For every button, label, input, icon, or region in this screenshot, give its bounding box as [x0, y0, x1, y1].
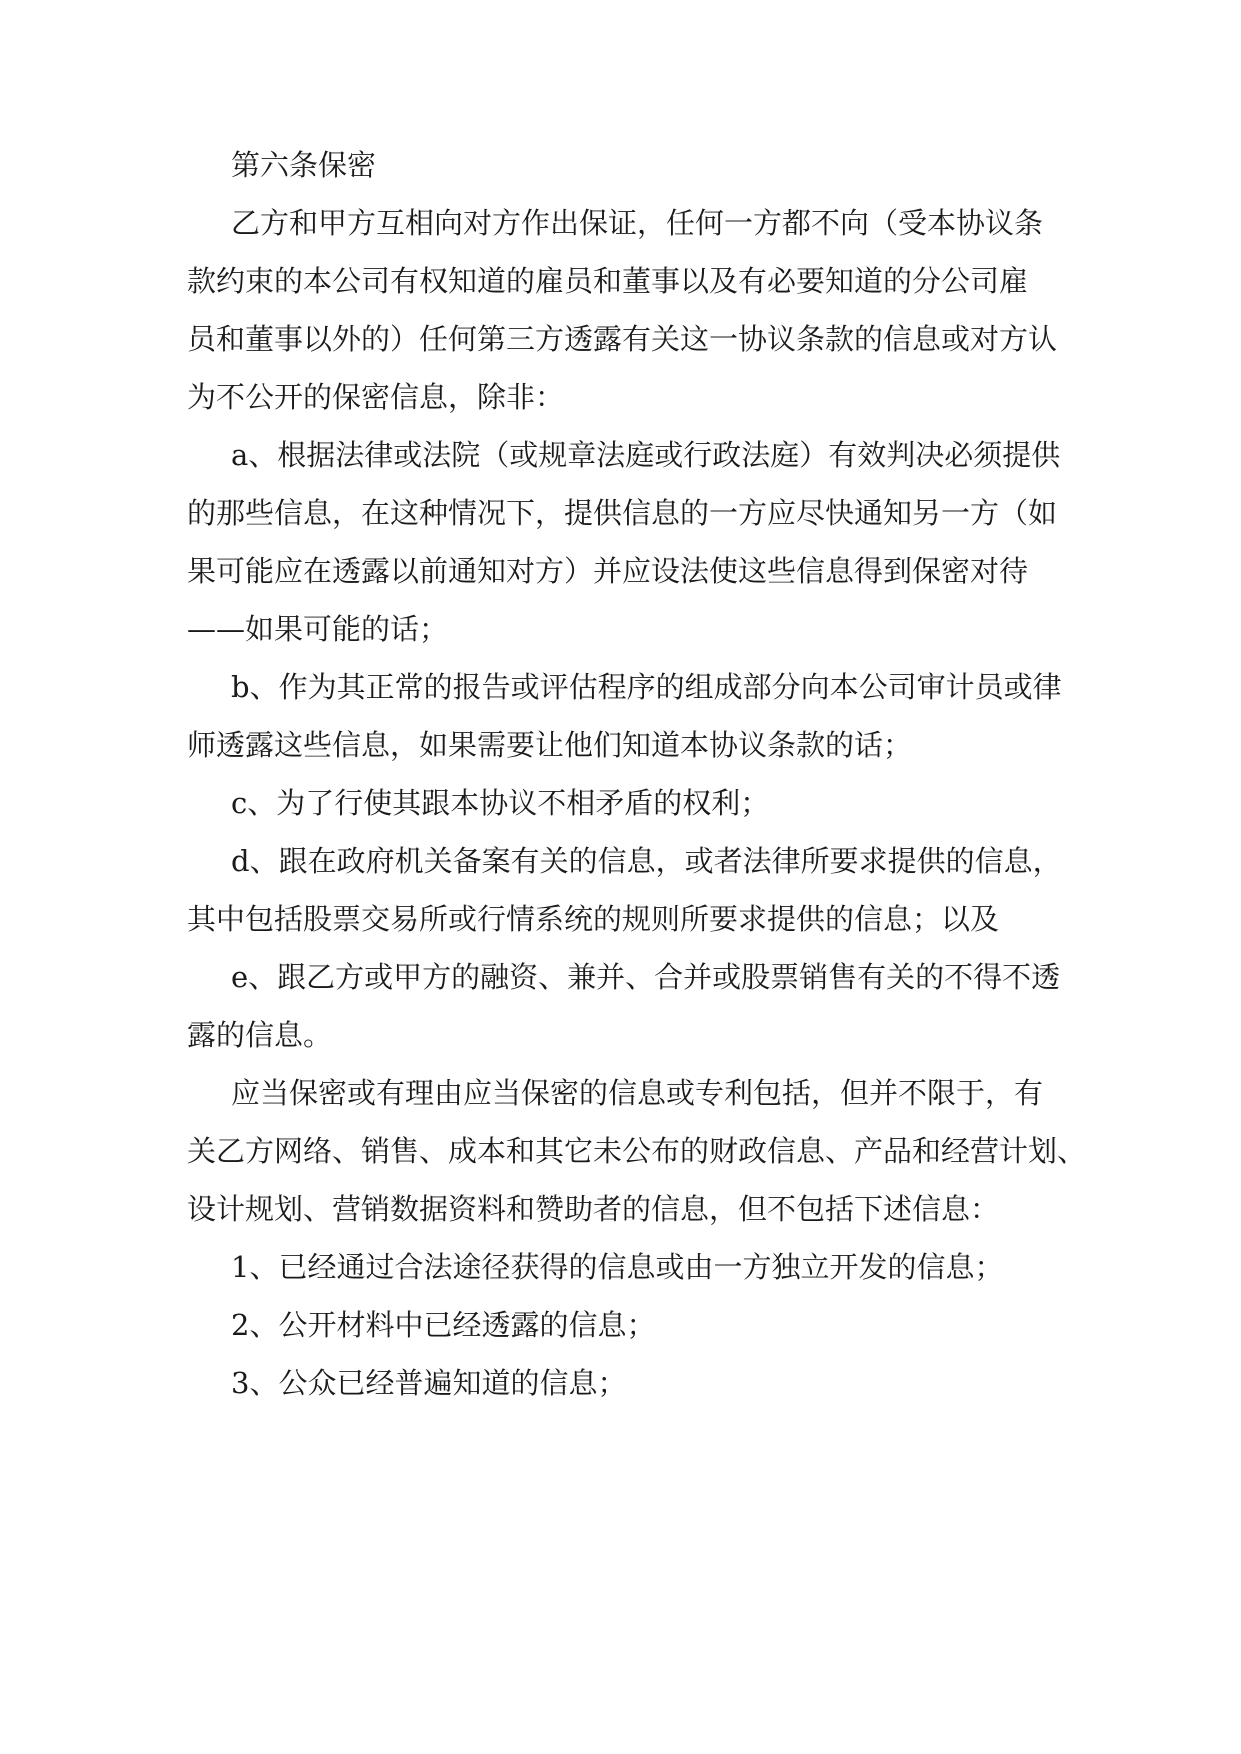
paragraph-line: 为不公开的保密信息，除非：: [187, 380, 565, 414]
paragraph-line: 师透露这些信息，如果需要让他们知道本协议条款的话；: [187, 728, 913, 762]
paragraph-line: 关乙方网络、销售、成本和其它未公布的财政信息、产品和经营计划、: [187, 1134, 1087, 1168]
list-item-b: b、作为其正常的报告或评估程序的组成部分向本公司审计员或律: [231, 670, 1062, 704]
section-title: 第六条保密: [231, 148, 377, 182]
paragraph-line: 款约束的本公司有权知道的雇员和董事以及有必要知道的分公司雇: [187, 264, 1029, 298]
list-item-3: 3、公众已经普遍知道的信息；: [231, 1366, 627, 1400]
paragraph-line: 乙方和甲方互相向对方作出保证，任何一方都不向（受本协议条: [231, 206, 1044, 240]
paragraph-line: 其中包括股票交易所或行情系统的规则所要求提供的信息；以及: [187, 902, 1000, 936]
paragraph-line: 设计规划、营销数据资料和赞助者的信息，但不包括下述信息：: [187, 1192, 1000, 1226]
list-item-1: 1、已经通过合法途径获得的信息或由一方独立开发的信息；: [231, 1250, 1004, 1284]
paragraph-line: 露的信息。: [187, 1018, 333, 1052]
paragraph-line: 员和董事以外的）任何第三方透露有关这一协议条款的信息或对方认: [187, 322, 1058, 356]
list-item-2: 2、公开材料中已经透露的信息；: [231, 1308, 656, 1342]
paragraph-line: 果可能应在透露以前通知对方）并应设法使这些信息得到保密对待: [187, 554, 1029, 588]
list-item-a: a、根据法律或法院（或规章法庭或行政法庭）有效判决必须提供: [231, 438, 1061, 472]
list-item-c: c、为了行使其跟本协议不相矛盾的权利；: [231, 786, 770, 820]
paragraph-line: 应当保密或有理由应当保密的信息或专利包括，但并不限于，有: [231, 1076, 1044, 1110]
list-item-e: e、跟乙方或甲方的融资、兼并、合并或股票销售有关的不得不透: [231, 960, 1061, 994]
paragraph-line: 的那些信息，在这种情况下，提供信息的一方应尽快通知另一方（如: [187, 496, 1058, 530]
paragraph-line: ——如果可能的话；: [187, 612, 449, 646]
list-item-d: d、跟在政府机关备案有关的信息，或者法律所要求提供的信息，: [231, 844, 1062, 878]
